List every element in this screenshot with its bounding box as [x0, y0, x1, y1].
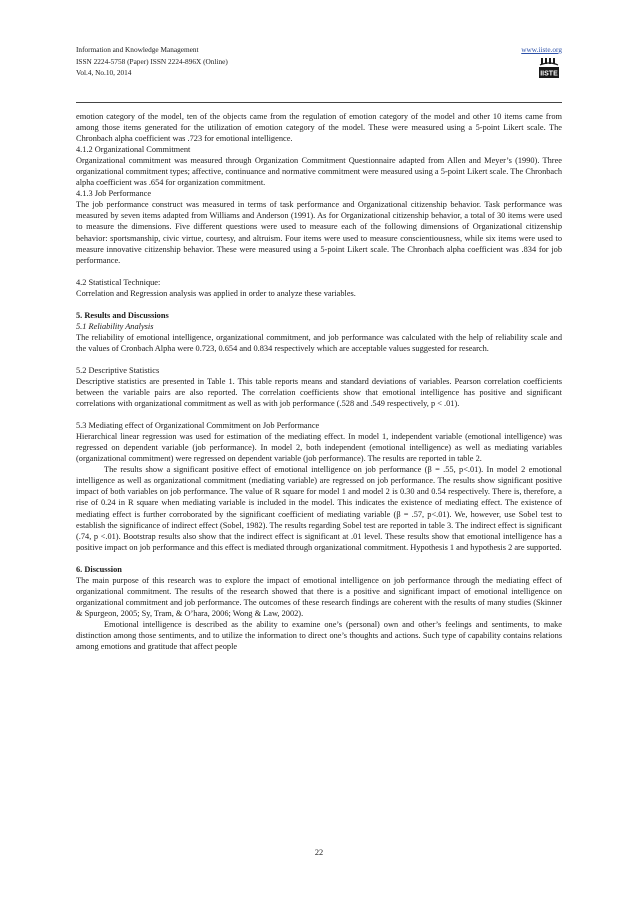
volume: Vol.4, No.10, 2014	[76, 68, 132, 77]
paragraph: Hierarchical linear regression was used for estimation of the mediating effect. In model 1, independent variable (emotional intelligence) was regressed on dependent variable (job performance). In model 2, both independent (emotional intelligence) as well as mediating variables (organizational commitment) were regressed on dependent variable (job performance). The results are reported in table 2.	[76, 432, 562, 464]
header-rule	[76, 102, 562, 103]
paragraph: The main purpose of this research was to explore the impact of emotional intelligence on job performance through the mediating effect of organizational commitment. The results of the research showed that there is a positive and significant impact of emotional intelligence on organizational commitment and job performance. The outcomes of these research findings are coherent with the results of many studies (Skinner & Spurgeon, 2005; Sy, Tram, & O’hara, 2006; Wong & Law, 2002).	[76, 575, 562, 618]
paragraph: Descriptive statistics are presented in Table 1. This table reports means and standard deviations of variables. Pearson correlation coefficients between the variable pairs are also reported. The correlation coefficients show that emotional intelligence has positive and significant correlations with organizational commitment as well as with job performance (.528 and .549 respectively, p < .01).	[76, 376, 562, 409]
article-body	[76, 111, 562, 652]
paragraph: Emotional intelligence is described as the ability to examine one’s (personal) own and other’s feelings and sentiments, to make distinction among those sentiments, and to utilize the information to direct one’s thoughts and actions. Such type of capability contains relations among emotions and gratitude that affect people	[76, 619, 562, 652]
page-number: 22	[314, 848, 324, 857]
subsection-heading: 5.1 Reliability Analysis	[76, 321, 154, 331]
subsection-heading: 5.3 Mediating effect of Organizational Commitment on Job Performance	[76, 421, 320, 431]
page	[76, 44, 562, 652]
paragraph: Correlation and Regression analysis was applied in order to analyze these variables.	[76, 288, 356, 298]
journal-name: Information and Knowledge Management	[76, 45, 199, 54]
paragraph: emotion category of the model, ten of the objects came from the regulation of emotion category of the model and other 10 items came from among those items generated for the utilization of emotion category of the model. These were measured using a 5-point Likert scale. The Chronbach alpha coefficient was .723 for emotional intelligence.	[76, 112, 562, 144]
paragraph: The job performance construct was measured in terms of task performance and Organizational citizenship behavior. Task performance was measured by seven items adapted from Williams and Anderson (1991). As for Organizational citizenship behavior, a total of 30 items were used to measure the dimensions. Five different questions were used to measure each of the following dimensions of Organizational citizenship behavior: sportsmanship, civic virtue, courtesy, and altruism. Four items were used to measure conscientiousness, while six items were used to measure innovative citizenship behavior. These were measured using a 5-point Likert scale. The Chronbach alpha coefficient was .834 for job performance.	[76, 200, 562, 265]
section-heading: 5. Results and Discussions	[76, 310, 169, 320]
running-header	[76, 44, 562, 100]
section-heading: 4.1.2 Organizational Commitment	[76, 145, 191, 155]
issn: ISSN 2224-5758 (Paper) ISSN 2224-896X (Online)	[76, 56, 228, 66]
iiste-logo-icon	[538, 57, 560, 79]
paragraph: Organizational commitment was measured through Organization Commitment Questionnaire adapted from Allen and Meyer’s (1990). Three organizational commitment types; affective, continuance and normative commitment were measured using a 5-point Likert scale. The Chronbach alpha coefficient was .654 for organization commitment.	[76, 156, 562, 188]
subsection-heading: 5.2 Descriptive Statistics	[76, 365, 160, 375]
logo-text: IISTE	[540, 70, 558, 78]
section-heading: 4.1.3 Job Performance	[76, 189, 152, 199]
section-heading: 6. Discussion	[76, 564, 122, 574]
section-heading: 4.2 Statistical Technique:	[76, 277, 161, 287]
paragraph: The reliability of emotional intelligence, organizational commitment, and job performance was calculated with the help of reliability scale and the values of Cronbach Alpha were 0.723, 0.654 and 0.834 respectively which are acceptable values suggested for research.	[76, 332, 562, 353]
paragraph: The results show a significant positive effect of emotional intelligence on job performance (β = .55, p<.01). In model 2 emotional intelligence as well as organizational commitment (mediating variable) are regressed on job performance. The results show significant positive impact of both variables on job performance. The value of R square for model 1 and model 2 is 0.30 and 0.54 respectively. There is, therefore, a rise of 0.24 in R square when mediating variable is included in the model. This indicates the existence of mediating effect. The existence of mediating effect is further corroborated by the significant coefficient of mediating variable (β = .57, p<.01). We, however, use Sobel test to establish the significance of indirect effect (Sobel, 1982). The results regarding Sobel test are reported in table 3. The indirect effect is significant (.74, p <.01). Bootstrap results also show that the indirect effect is significant at .01 level. These results show that emotional intelligence has a positive impact on job performance and this effect is mediated through organizational commitment. Hypothesis 1 and hypothesis 2 are supported.	[76, 465, 562, 552]
header-left	[76, 44, 562, 79]
journal-url-link[interactable]: www.iiste.org	[521, 45, 562, 54]
